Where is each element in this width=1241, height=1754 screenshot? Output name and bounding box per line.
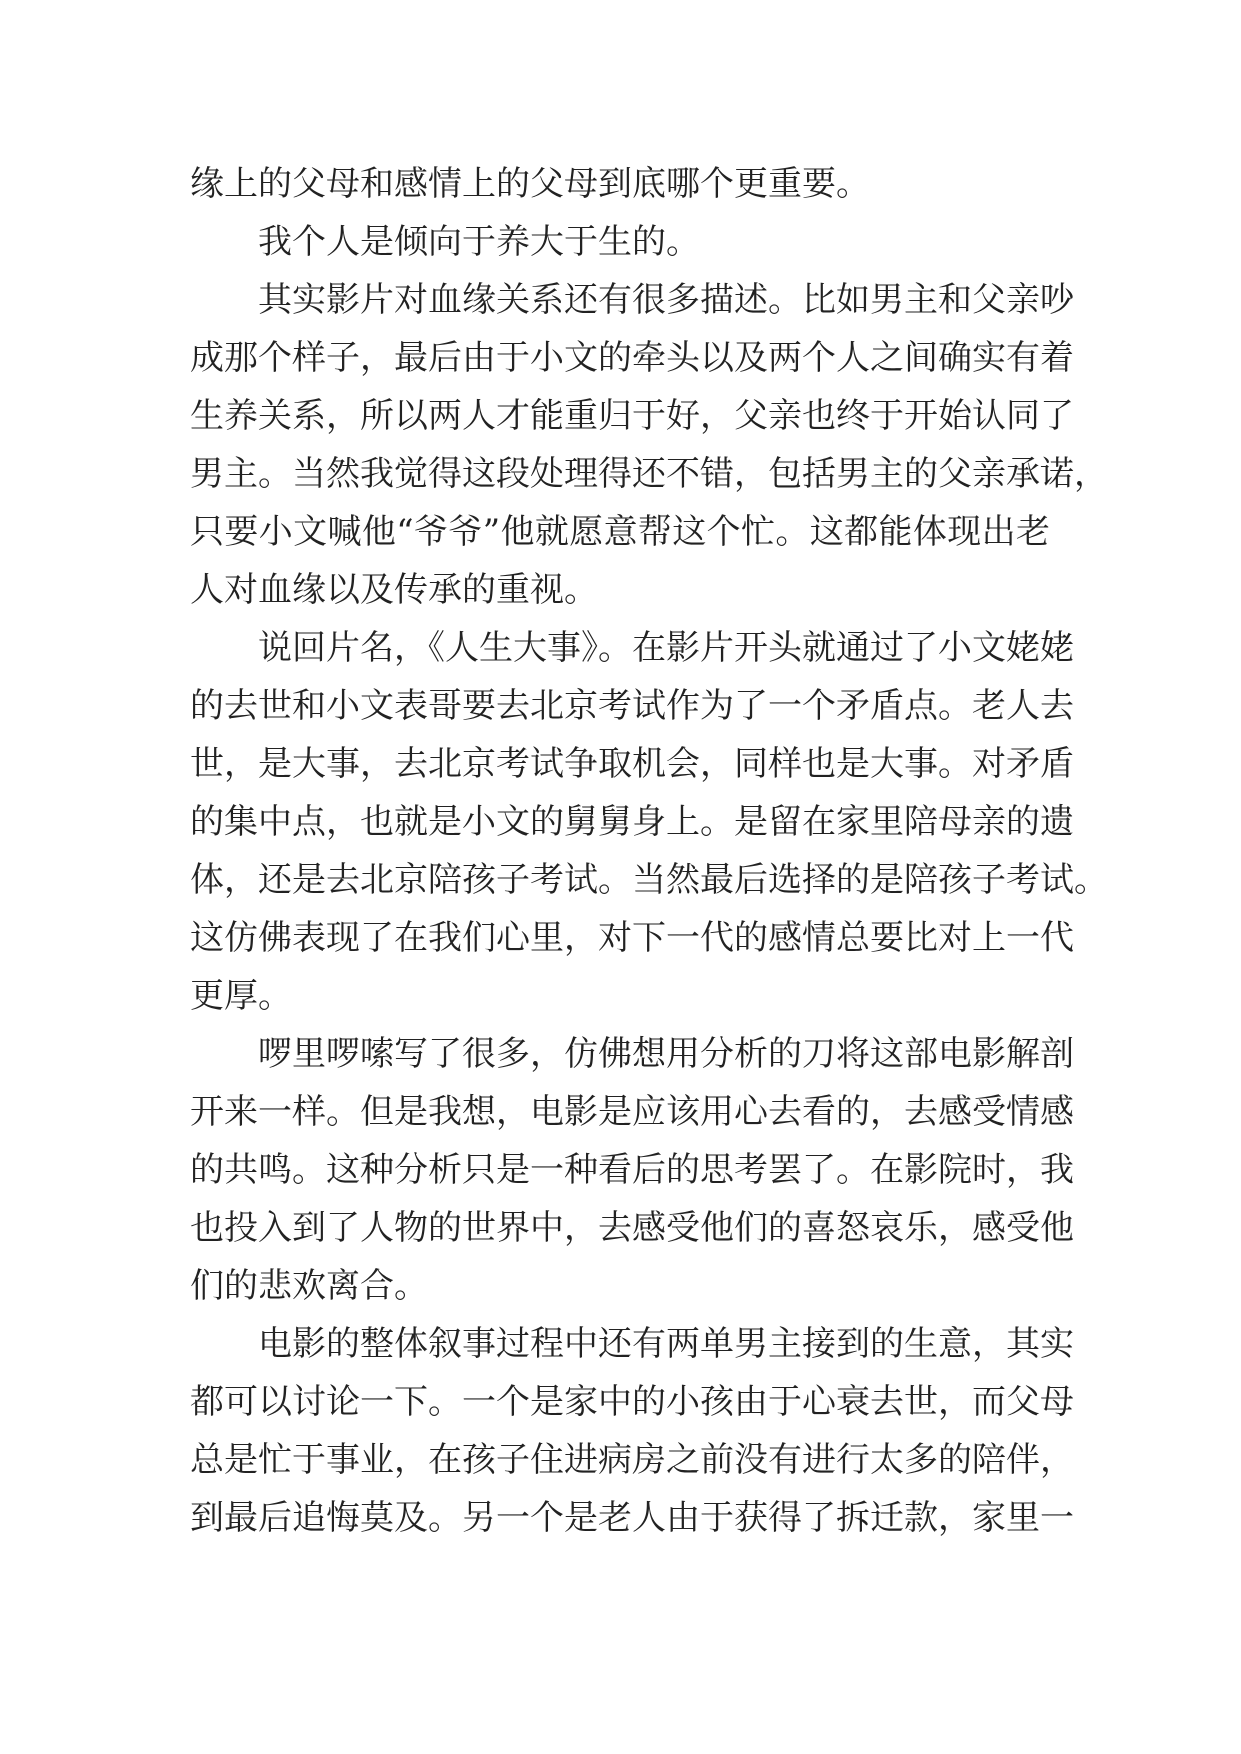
text-line: 体，还是去北京陪孩子考试。当然最后选择的是陪孩子考试。	[190, 860, 1108, 900]
text-line: 的去世和小文表哥要去北京考试作为了一个矛盾点。老人去	[190, 686, 1074, 726]
text-line: 总是忙于事业，在孩子住进病房之前没有进行太多的陪伴，	[190, 1440, 1074, 1480]
text-line: 到最后追悔莫及。另一个是老人由于获得了拆迁款，家里一	[190, 1498, 1074, 1538]
text-line: 更厚。	[190, 976, 292, 1016]
text-line: 们的悲欢离合。	[190, 1266, 428, 1306]
body-text	[190, 155, 1108, 1547]
text-line: 啰里啰嗦写了很多，仿佛想用分析的刀将这部电影解剖	[258, 1034, 1074, 1074]
text-line: 生养关系，所以两人才能重归于好，父亲也终于开始认同了	[190, 396, 1074, 436]
text-line: 男主。当然我觉得这段处理得还不错，包括男主的父亲承诺，	[190, 454, 1108, 494]
text-line: 都可以讨论一下。一个是家中的小孩由于心衰去世，而父母	[190, 1382, 1074, 1422]
text-line: 其实影片对血缘关系还有很多描述。比如男主和父亲吵	[258, 280, 1074, 320]
text-line: 电影的整体叙事过程中还有两单男主接到的生意，其实	[258, 1324, 1074, 1364]
text-line: 人对血缘以及传承的重视。	[190, 570, 598, 610]
text-line: 这仿佛表现了在我们心里，对下一代的感情总要比对上一代	[190, 918, 1074, 958]
text-line: 的集中点，也就是小文的舅舅身上。是留在家里陪母亲的遗	[190, 802, 1074, 842]
text-line: 我个人是倾向于养大于生的。	[258, 222, 700, 262]
text-line: 成那个样子，最后由于小文的牵头以及两个人之间确实有着	[190, 338, 1074, 378]
text-line: 缘上的父母和感情上的父母到底哪个更重要。	[190, 164, 870, 204]
text-line: 的共鸣。这种分析只是一种看后的思考罢了。在影院时，我	[190, 1150, 1074, 1190]
text-line: 开来一样。但是我想，电影是应该用心去看的，去感受情感	[190, 1092, 1074, 1132]
text-line: 世，是大事，去北京考试争取机会，同样也是大事。对矛盾	[190, 744, 1074, 784]
text-line: 只要小文喊他“爷爷”他就愿意帮这个忙。这都能体现出老	[190, 512, 1050, 552]
text-line: 也投入到了人物的世界中，去感受他们的喜怒哀乐，感受他	[190, 1208, 1074, 1248]
text-line: 说回片名，《人生大事》。在影片开头就通过了小文姥姥	[258, 628, 1074, 668]
